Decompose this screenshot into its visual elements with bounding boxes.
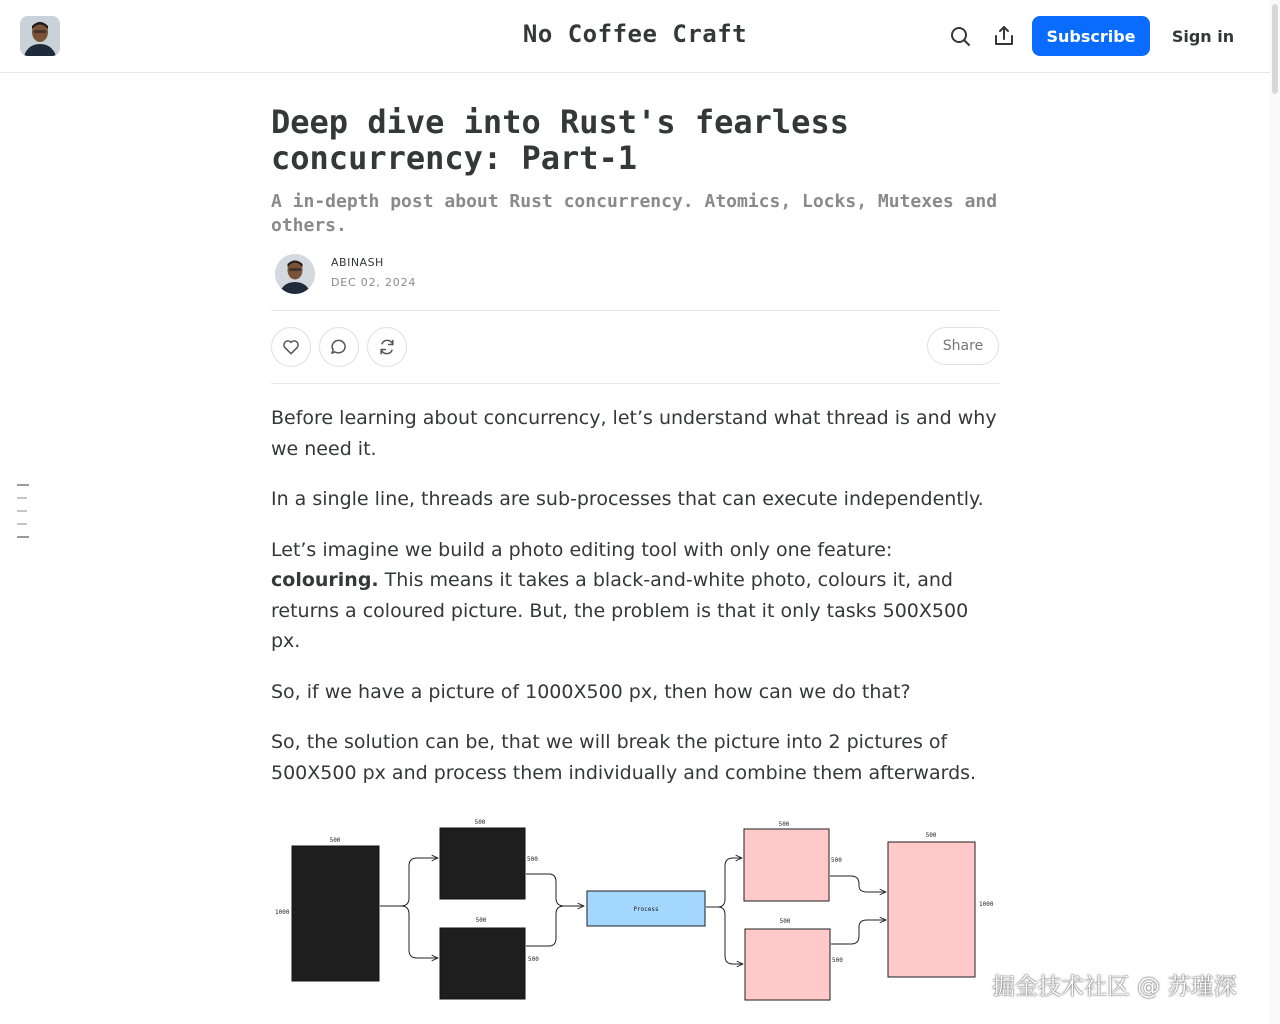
- scrollbar-thumb[interactable]: [1272, 4, 1278, 94]
- final-width-label: 500: [925, 832, 937, 839]
- subscribe-button[interactable]: Subscribe: [1032, 16, 1150, 56]
- combine-arrow-top: [830, 876, 886, 892]
- like-button[interactable]: [271, 327, 311, 367]
- output-bottom-height-label: 500: [832, 957, 843, 964]
- author-avatar[interactable]: [275, 254, 315, 294]
- toc-line[interactable]: [17, 536, 29, 538]
- output-arrow-top: [706, 858, 742, 907]
- merge-arrow-bottom: [526, 906, 584, 946]
- output-top-width-label: 500: [778, 821, 790, 828]
- watermark-text: 掘金技术社区 @ 苏瑾深: [992, 974, 1237, 1000]
- table-of-contents-indicator[interactable]: [17, 484, 29, 549]
- byline: [271, 254, 999, 298]
- split-top-height-label: 500: [527, 856, 538, 863]
- paragraph: Before learning about concurrency, let’s understand what thread is and why we need it.: [271, 407, 997, 460]
- split-bottom-height-label: 500: [528, 956, 539, 963]
- restack-button[interactable]: [367, 327, 407, 367]
- split-bottom-box: [440, 928, 525, 999]
- toc-line[interactable]: [17, 523, 27, 525]
- bold-text: colouring.: [271, 569, 379, 591]
- post-actions-bar: [271, 310, 999, 384]
- paragraph-text: Let’s imagine we build a photo editing tool with only one feature:: [271, 538, 893, 561]
- page-scrollbar[interactable]: [1270, 0, 1280, 1024]
- article: [271, 104, 999, 808]
- split-bottom-width-label: 500: [475, 917, 487, 924]
- input-image-box: [292, 846, 379, 981]
- heart-icon: [281, 337, 301, 357]
- output-top-height-label: 500: [831, 857, 842, 864]
- output-bottom-width-label: 500: [779, 918, 791, 925]
- site-title[interactable]: No Coffee Craft: [522, 20, 748, 48]
- final-image-box: [888, 842, 975, 977]
- paragraph: So, if we have a picture of 1000X500 px, then how can we do that?: [271, 680, 911, 703]
- post-subtitle: A in-depth post about Rust concurrency. Atomics, Locks, Mutexes and others.: [271, 191, 998, 236]
- post-title: Deep dive into Rust's fearless concurrency: Part-1: [271, 103, 849, 177]
- merge-arrow-top: [526, 874, 584, 906]
- toc-line[interactable]: [17, 510, 27, 512]
- restack-icon: [377, 337, 397, 357]
- toc-line[interactable]: [17, 497, 27, 499]
- image-split-diagram[interactable]: [271, 812, 999, 1012]
- paragraph: [271, 535, 999, 657]
- search-icon[interactable]: [948, 24, 972, 48]
- output-bottom-box: [745, 929, 830, 1000]
- paragraph: So, the solution can be, that we will break the picture into 2 pictures of 500X500 px and process them individually and combine them afterwards.: [271, 731, 977, 784]
- input-height-label: 1000: [275, 909, 290, 916]
- article-body: [271, 403, 999, 788]
- split-top-box: [440, 828, 525, 899]
- toc-line[interactable]: [17, 484, 29, 486]
- split-arrow-bottom: [380, 906, 438, 958]
- comment-button[interactable]: [319, 327, 359, 367]
- share-button[interactable]: Share: [927, 327, 999, 365]
- paragraph: In a single line, threads are sub-processes that can execute independently.: [271, 488, 984, 510]
- sign-in-button[interactable]: Sign in: [1162, 16, 1244, 56]
- paragraph-text: This means it takes a black-and-white photo, colours it, and returns a coloured picture. But, the problem is that it only tasks 500X500 px.: [271, 569, 969, 652]
- share-icon[interactable]: [992, 24, 1016, 48]
- top-navigation-bar: [0, 0, 1270, 73]
- split-top-width-label: 500: [474, 819, 486, 826]
- output-arrow-bottom: [706, 907, 743, 964]
- output-top-box: [744, 829, 829, 901]
- input-width-label: 500: [329, 837, 341, 844]
- post-date: DEC 02, 2024: [331, 276, 417, 289]
- split-arrow-top: [380, 858, 438, 906]
- process-label: Process: [633, 906, 659, 913]
- comment-icon: [329, 337, 349, 357]
- combine-arrow-bottom: [831, 920, 886, 944]
- author-name[interactable]: ABINASH: [331, 256, 384, 269]
- final-height-label: 1000: [979, 901, 994, 908]
